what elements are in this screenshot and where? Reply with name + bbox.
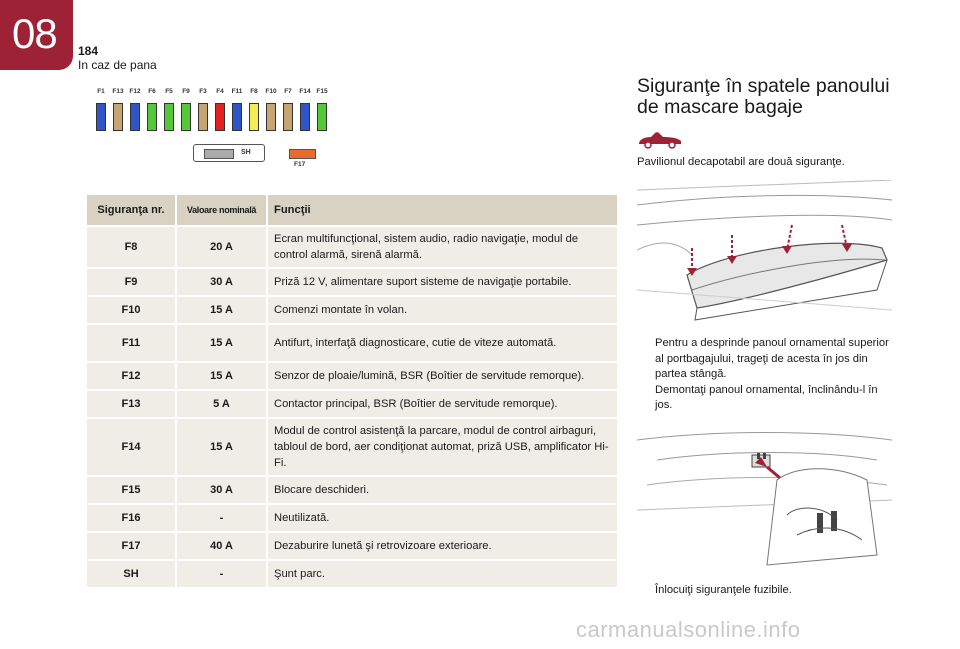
rating-cell: 15 A: [177, 325, 268, 361]
header-functions: Funcţii: [274, 204, 311, 216]
function-cell: Comenzi montate în volan.: [274, 304, 408, 316]
table-row: [87, 505, 617, 533]
function-cell: Blocare deschideri.: [274, 484, 370, 496]
table-row: [87, 533, 617, 561]
instruction-item: [637, 336, 897, 383]
fuse-number-cell: F12: [87, 363, 177, 389]
rating-cell: 5 A: [177, 391, 268, 417]
right-title-line1: Siguranţe în spatele panoului: [637, 75, 890, 97]
fuse-number-cell: F15: [87, 477, 177, 503]
instructions-list: [637, 336, 897, 414]
rating-cell: 20 A: [177, 227, 268, 267]
rating-cell: -: [177, 561, 268, 587]
function-cell: Modul de control asistenţă la parcare, modul de control airbaguri, tabloul de bord, aer condiţionat automat, priză USB, amplificator Hi-Fi.: [274, 425, 609, 469]
function-cell: Priză 12 V, alimentare suport sisteme de navigaţie portabile.: [274, 276, 572, 288]
table-row: [87, 363, 617, 391]
table-row: [87, 227, 617, 269]
final-instruction: [637, 583, 897, 599]
fuse-number-cell: F8: [87, 227, 177, 267]
fuse-number-cell: F16: [87, 505, 177, 531]
fuse-number-cell: F10: [87, 297, 177, 323]
fuse-label: F10: [265, 88, 277, 95]
sh-label: SH: [241, 149, 251, 156]
function-cell: Antifurt, interfaţă diagnosticare, cutie de viteze automată.: [274, 337, 557, 349]
watermark: carmanualsonline.info: [576, 617, 801, 642]
convertible-car-icon: [637, 129, 683, 149]
rating-cell: 30 A: [177, 477, 268, 503]
rating-cell: 15 A: [177, 297, 268, 323]
right-title: [637, 76, 937, 118]
bullet-icon: [637, 383, 655, 414]
fuse-label: F15: [316, 88, 328, 95]
fuse-slot: [181, 103, 191, 131]
fuse-label: F8: [250, 88, 258, 95]
table-row: [87, 325, 617, 363]
f17-fuse: [289, 149, 316, 159]
fuse-label: F11: [231, 88, 243, 95]
fuse-label: F14: [299, 88, 311, 95]
fuse-label: F13: [112, 88, 124, 95]
fuse-slot: [300, 103, 310, 131]
fuse-slot: [96, 103, 106, 131]
chapter-number: 08: [12, 10, 57, 57]
fuse-label: F9: [182, 88, 190, 95]
fuse-number-cell: F13: [87, 391, 177, 417]
rating-cell: 30 A: [177, 269, 268, 295]
fuse-removal-illustration: [637, 425, 892, 575]
fuse-slot: [283, 103, 293, 131]
rating-cell: -: [177, 505, 268, 531]
trunk-panel-illustration: [637, 180, 892, 330]
header-fuse-no: Siguranţa nr.: [87, 195, 177, 225]
fuse-label: F5: [165, 88, 173, 95]
page-number: 184: [78, 44, 99, 58]
instruction-text: Înlocuiţi siguranţele fuzibile.: [655, 584, 792, 596]
table-row: [87, 297, 617, 325]
intro-text: Pavilionul decapotabil are două siguranţe.: [637, 156, 845, 168]
table-row: [87, 477, 617, 505]
function-cell: Neutilizată.: [274, 512, 330, 524]
f17-label: F17: [294, 161, 306, 168]
rating-cell: 40 A: [177, 533, 268, 559]
fuse-number-cell: F17: [87, 533, 177, 559]
fuse-slot: [215, 103, 225, 131]
header-rating: Valoare nominală: [177, 195, 268, 225]
instruction-item: [637, 383, 897, 414]
table-row: [87, 269, 617, 297]
fuse-number-cell: F11: [87, 325, 177, 361]
fuse-slot: [147, 103, 157, 131]
right-title-line2: de mascare bagaje: [637, 96, 803, 118]
fuse-label: F12: [129, 88, 141, 95]
rating-cell: 15 A: [177, 419, 268, 475]
fuse-slot: [249, 103, 259, 131]
fuse-label: F1: [97, 88, 105, 95]
function-cell: Contactor principal, BSR (Boîtier de servitude remorque).: [274, 398, 558, 410]
fuse-label: F6: [148, 88, 156, 95]
fuse-number-cell: F14: [87, 419, 177, 475]
bullet-icon: [637, 583, 655, 599]
function-cell: Dezaburire lunetă şi retrovizoare exterioare.: [274, 540, 492, 552]
fuse-table: [87, 195, 617, 589]
instruction-text: Pentru a desprinde panoul ornamental superior al portbagajului, trageţi de acesta în jos din partea stângă.: [655, 337, 889, 380]
fuse-slot: [266, 103, 276, 131]
fuse-slot: [113, 103, 123, 131]
fuse-number-cell: SH: [87, 561, 177, 587]
fuse-label: F4: [216, 88, 224, 95]
fuse-number-cell: F9: [87, 269, 177, 295]
chapter-tab: [0, 0, 73, 70]
fuse-slot: [130, 103, 140, 131]
function-cell: Şunt parc.: [274, 568, 325, 580]
instruction-text: Demontaţi panoul ornamental, înclinându-l în jos.: [655, 383, 878, 411]
fuse-label: F3: [199, 88, 207, 95]
bullet-icon: [637, 336, 655, 383]
fuse-slot: [198, 103, 208, 131]
function-cell: Senzor de ploaie/lumină, BSR (Boîtier de servitude remorque).: [274, 370, 585, 382]
fuse-label: F7: [284, 88, 292, 95]
table-header: [87, 195, 617, 227]
fuse-slot: [232, 103, 242, 131]
section-title: In caz de pana: [78, 58, 157, 72]
fuse-slot: [164, 103, 174, 131]
table-row: [87, 419, 617, 477]
table-row: [87, 391, 617, 419]
function-cell: Ecran multifuncţional, sistem audio, radio navigaţie, modul de control alarmă, sirenă alarmă.: [274, 233, 579, 261]
fuse-slot: [317, 103, 327, 131]
table-row: [87, 561, 617, 589]
sh-shunt-slot: [204, 149, 234, 159]
rating-cell: 15 A: [177, 363, 268, 389]
sh-shunt: [193, 144, 265, 162]
instruction-item: [637, 583, 897, 599]
fuse-labels: [95, 88, 335, 98]
